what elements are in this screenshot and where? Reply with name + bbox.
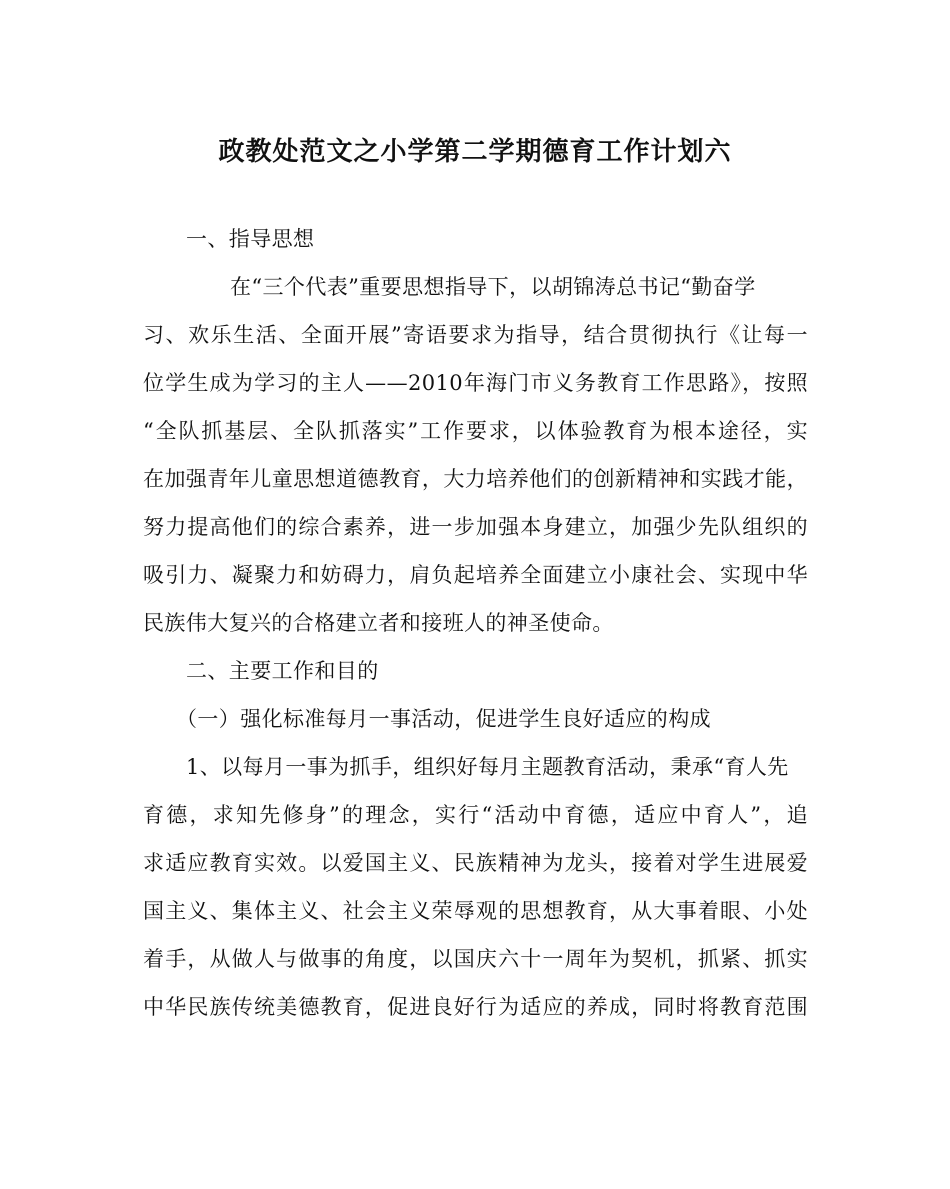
paragraph-line: 育德，求知先修身”的理念，实行“活动中育德，适应中育人”，追 (143, 803, 808, 827)
paragraph-line: 国主义、集体主义、社会主义荣辱观的思想教育，从大事着眼、小处 (143, 899, 808, 923)
paragraph-line: 在“三个代表”重要思想指导下，以胡锦涛总书记“勤奋学 (230, 275, 756, 299)
section-heading-guiding-thought: 一、指导思想 (186, 227, 315, 251)
paragraph-line: 1、以每月一事为抓手，组织好每月主题教育活动，秉承“育人先 (186, 755, 789, 779)
section-heading-main-work: 二、主要工作和目的 (186, 659, 379, 683)
paragraph-line: 着手，从做人与做事的角度，以国庆六十一周年为契机，抓紧、抓实 (143, 947, 808, 971)
paragraph-line: 习、欢乐生活、全面开展”寄语要求为指导，结合贯彻执行《让每一 (143, 323, 808, 347)
paragraph-line: 位学生成为学习的主人——2010年海门市义务教育工作思路》，按照 (143, 371, 808, 395)
document-title: 政教处范文之小学第二学期德育工作计划六 (218, 137, 732, 167)
paragraph-line: “全队抓基层、全队抓落实”工作要求，以体验教育为根本途径，实 (143, 419, 808, 443)
paragraph-line: 在加强青年儿童思想道德教育，大力培养他们的创新精神和实践才能， (143, 467, 808, 491)
paragraph-line: 民族伟大复兴的合格建立者和接班人的神圣使命。 (143, 611, 614, 635)
paragraph-line: 中华民族传统美德教育，促进良好行为适应的养成，同时将教育范围 (143, 995, 808, 1019)
paragraph-line: 努力提高他们的综合素养，进一步加强本身建立，加强少先队组织的 (143, 515, 808, 539)
paragraph-line: 求适应教育实效。以爱国主义、民族精神为龙头，接着对学生进展爱 (143, 851, 808, 875)
subsection-heading: （一）强化标准每月一事活动，促进学生良好适应的构成 (176, 707, 711, 731)
paragraph-line: 吸引力、凝聚力和妨碍力，肩负起培养全面建立小康社会、实现中华 (143, 563, 808, 587)
